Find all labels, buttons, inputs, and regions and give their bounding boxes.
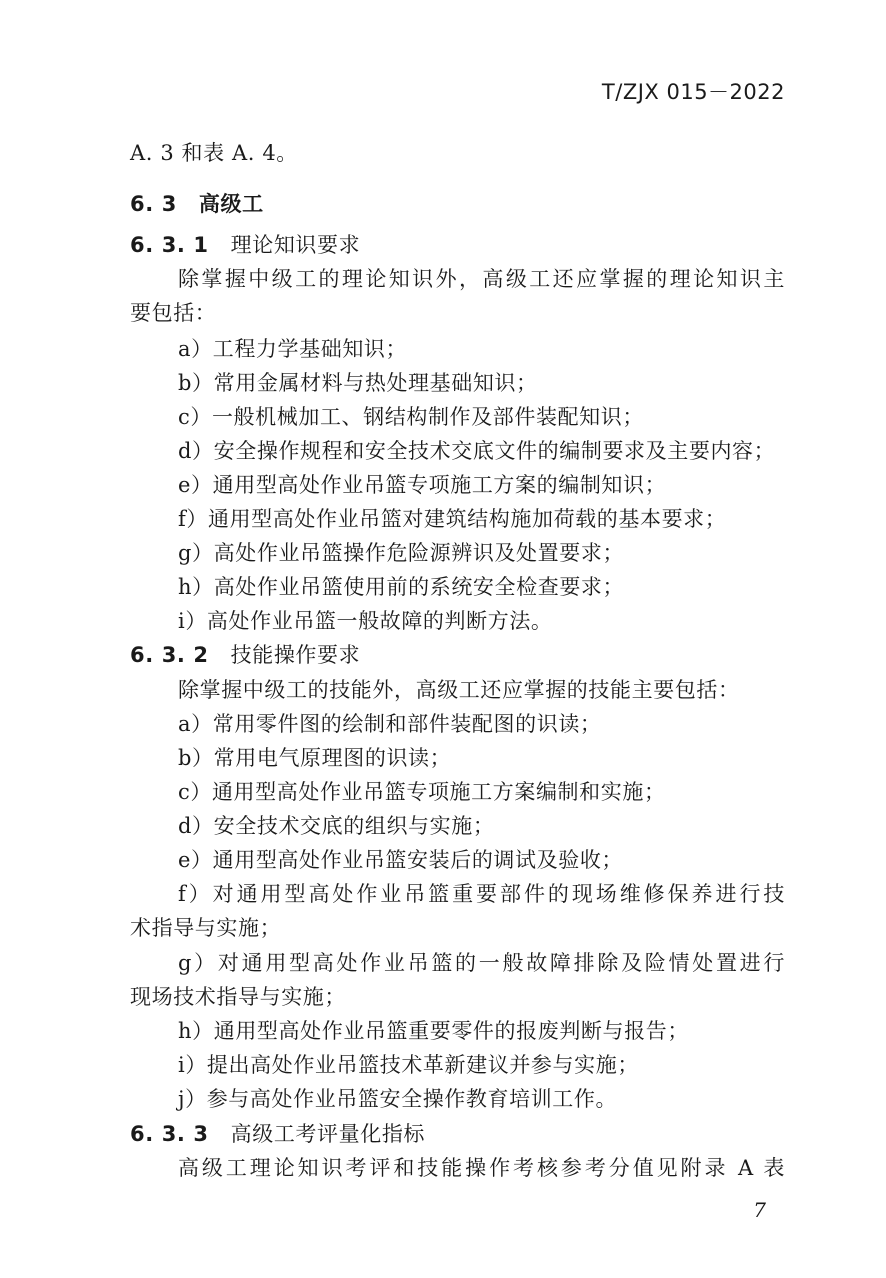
list-item: a）工程力学基础知识； xyxy=(178,337,408,361)
list-item: f）对通用型高处作业吊篮重要部件的现场维修保养进行技 xyxy=(178,882,785,906)
page-number: 7 xyxy=(753,1198,766,1222)
list-item: d）安全技术交底的组织与实施； xyxy=(178,814,495,838)
section-6-3-3-heading xyxy=(130,1119,785,1149)
list-item: i）提出高处作业吊篮技术革新建议并参与实施； xyxy=(178,1053,639,1077)
section-number: 6. 3. 2 xyxy=(130,643,209,667)
section-title: 理论知识要求 xyxy=(230,233,361,257)
list-item: g）对通用型高处作业吊篮的一般故障排除及险情处置进行 xyxy=(178,951,785,975)
paragraph-line: 要包括： xyxy=(130,301,217,325)
list-item: g）高处作业吊篮操作危险源辨识及处置要求； xyxy=(178,541,625,565)
section-6-3-heading xyxy=(130,189,785,219)
list-item: a）常用零件图的绘制和部件装配图的识读； xyxy=(178,712,602,736)
list-item: h）通用型高处作业吊篮重要零件的报废判断与报告； xyxy=(178,1019,689,1043)
section-number: 6. 3. 3 xyxy=(130,1122,209,1146)
list-item: h）高处作业吊篮使用前的系统安全检查要求； xyxy=(178,575,625,599)
section-number: 6. 3 xyxy=(130,192,177,216)
paragraph-line: 除掌握中级工的技能外，高级工还应掌握的技能主要包括： xyxy=(178,678,740,702)
list-item-continuation: 术指导与实施； xyxy=(130,916,282,940)
standard-number: T/ZJX 015－2022 xyxy=(601,80,785,104)
list-item: b）常用电气原理图的识读； xyxy=(178,746,452,770)
list-item: d）安全操作规程和安全技术交底文件的编制要求及主要内容； xyxy=(178,439,776,463)
section-number: 6. 3. 1 xyxy=(130,233,209,257)
intro-line: A. 3 和表 A. 4。 xyxy=(130,141,298,165)
list-item: e）通用型高处作业吊篮专项施工方案的编制知识； xyxy=(178,473,667,497)
list-item: j）参与高处作业吊篮安全操作教育培训工作。 xyxy=(178,1087,618,1111)
list-item: c）一般机械加工、钢结构制作及部件装配知识； xyxy=(178,405,644,429)
section-6-3-1-heading xyxy=(130,230,785,260)
list-item: i）高处作业吊篮一般故障的判断方法。 xyxy=(178,609,553,633)
section-title: 高级工 xyxy=(198,192,264,216)
section-6-3-2-heading xyxy=(130,640,785,670)
list-item: b）常用金属材料与热处理基础知识； xyxy=(178,371,538,395)
paragraph-line: 除掌握中级工的理论知识外，高级工还应掌握的理论知识主 xyxy=(178,267,785,291)
list-item: e）通用型高处作业吊篮安装后的调试及验收； xyxy=(178,848,624,872)
list-item: c）通用型高处作业吊篮专项施工方案编制和实施； xyxy=(178,780,666,804)
section-title: 技能操作要求 xyxy=(230,643,361,667)
list-item: f）通用型高处作业吊篮对建筑结构施加荷载的基本要求； xyxy=(178,507,727,531)
paragraph-line: 高级工理论知识考评和技能操作考核参考分值见附录 A 表 xyxy=(178,1156,785,1180)
list-item-continuation: 现场技术指导与实施； xyxy=(130,985,346,1009)
section-title: 高级工考评量化指标 xyxy=(230,1122,426,1146)
